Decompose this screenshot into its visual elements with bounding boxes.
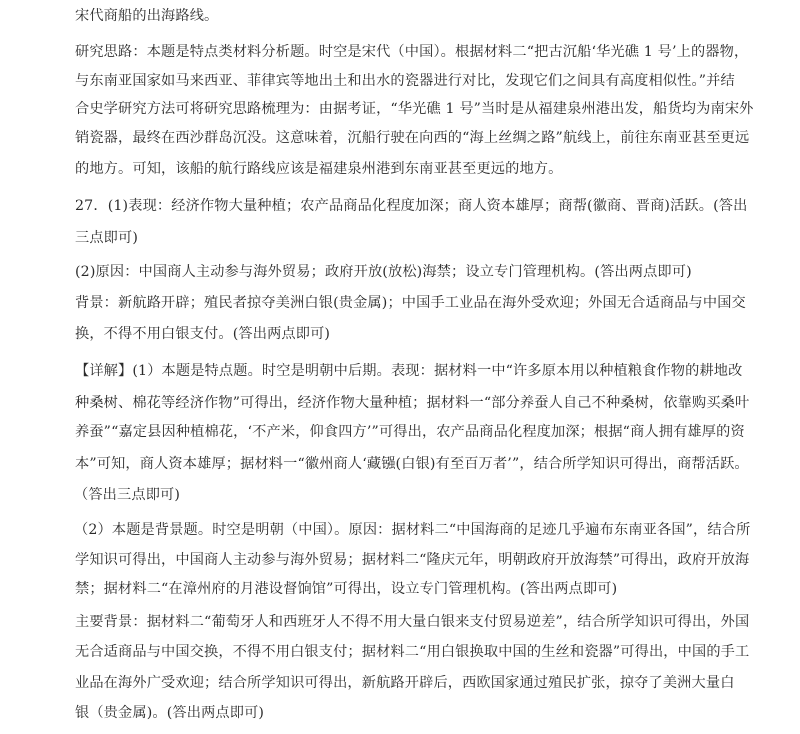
text-line: 销瓷器，最终在西沙群岛沉没。这意味着，沉船行驶在向西的“海上丝绸之路”航线上，前往东南亚甚至更远 bbox=[75, 130, 750, 146]
text-line: (2)原因：中国商人主动参与海外贸易；政府开放(放松)海禁；设立专门管理机构。(答出两点即可) bbox=[75, 264, 692, 280]
text-line: （答出三点即可) bbox=[74, 487, 181, 503]
text-line: （2）本题是背景题。时空是明朝（中国）。原因：据材料二“中国海商的足迹几乎遍布东南亚各国”，结合所 bbox=[74, 522, 751, 538]
text-line: 合史学研究方法可将研究思路梳理为：由据考证，“华光礁 1 号”当时是从福建泉州港出发，船货均为南宋外 bbox=[75, 101, 754, 117]
text-line: 禁；据材料二“在漳州府的月港设督饷馆”可得出，设立专门管理机构。(答出两点即可) bbox=[75, 581, 618, 597]
text-line: 种桑树、棉花等经济作物”可得出，经济作物大量种植；据材料一“部分养蚕人自己不种桑树，依靠购买桑叶 bbox=[75, 395, 750, 411]
text-line: 换，不得不用白银支付。(答出两点即可) bbox=[75, 326, 331, 342]
text-line: 业品在海外广受欢迎；结合所学知识可得出，新航路开辟后，西欧国家通过殖民扩张，掠夺了美洲大量白 bbox=[75, 675, 735, 691]
text-line: 本”可知，商人资本雄厚；据材料一“徽州商人‘藏镪(白银)有至百万者’”，结合所学知识可得出，商帮活跃。 bbox=[75, 456, 749, 472]
text-line: 学知识可得出，中国商人主动参与海外贸易；据材料二“隆庆元年，明朝政府开放海禁”可得出，政府开放海 bbox=[75, 552, 750, 568]
text-line: 背景：新航路开辟；殖民者掠夺美洲白银(贵金属)；中国手工业品在海外受欢迎；外国无合适商品与中国交 bbox=[75, 295, 746, 311]
text-line: 银（贵金属)。(答出两点即可) bbox=[75, 705, 265, 721]
text-line: 与东南亚国家如马来西亚、菲律宾等地出土和出水的瓷器进行对比，发现它们之间具有高度相似性。”并结 bbox=[75, 73, 735, 89]
text-line: 三点即可) bbox=[75, 230, 139, 246]
text-line: 主要背景：据材料二“葡萄牙人和西班牙人不得不用大量白银来支付贸易逆差”，结合所学知识可得出，外国 bbox=[75, 614, 750, 630]
text-line: 27．(1)表现：经济作物大量种植；农产品商品化程度加深；商人资本雄厚；商帮(徽商、晋商)活跃。(答出 bbox=[75, 198, 748, 214]
text-line: 研究思路：本题是特点类材料分析题。时空是宋代（中国）。根据材料二“把古沉船‘华光礁 1 号’上的器物， bbox=[75, 44, 749, 60]
text-line: 宋代商船的出海路线。 bbox=[75, 8, 219, 24]
text-line: 无合适商品与中国交换，不得不用白银支付；据材料二“用白银换取中国的生丝和瓷器”可得出，中国的手工 bbox=[75, 644, 750, 660]
text-line: 【详解】(1）本题是特点题。时空是明朝中后期。表现：据材料一中“许多原本用以种植粮食作物的耕地改 bbox=[75, 363, 743, 379]
text-line: 养蚕”“嘉定县因种植棉花，‘不产米，仰食四方’”可得出，农产品商品化程度加深；根据“商人拥有雄厚的资 bbox=[75, 424, 745, 440]
text-line: 的地方。可知，该船的航行路线应该是福建泉州港到东南亚甚至更远的地方。 bbox=[75, 161, 563, 177]
